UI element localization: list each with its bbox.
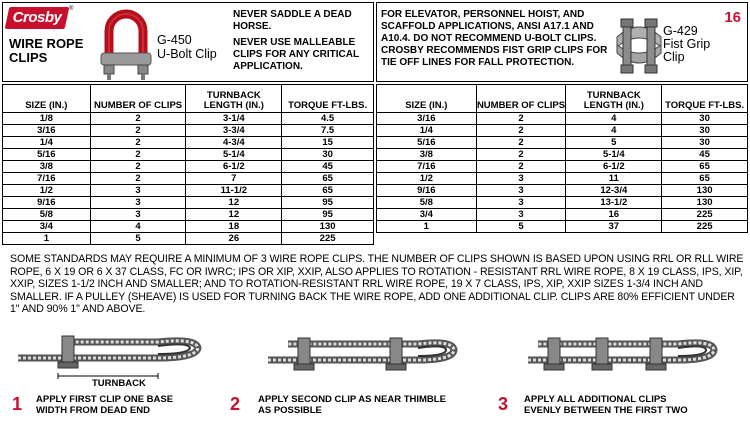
table-cell: 30 xyxy=(282,149,374,161)
table-row xyxy=(377,173,748,185)
brand-name: Crosby xyxy=(12,9,62,26)
table-cell: 225 xyxy=(662,221,748,233)
table-cell: 95 xyxy=(282,209,374,221)
table-row xyxy=(3,125,374,137)
step-1-diagram xyxy=(18,334,218,382)
table-cell: 7.5 xyxy=(282,125,374,137)
table-cell: 12-3/4 xyxy=(566,185,662,197)
table-row xyxy=(3,209,374,221)
column-header: NUMBER OF CLIPS xyxy=(476,85,566,113)
table-cell: 2 xyxy=(90,137,186,149)
table-cell: 2 xyxy=(476,137,566,149)
table-cell: 37 xyxy=(566,221,662,233)
table-cell: 3 xyxy=(476,209,566,221)
table-row xyxy=(377,209,748,221)
table-cell: 5/8 xyxy=(377,197,477,209)
table-cell: 3/4 xyxy=(377,209,477,221)
table-cell: 4 xyxy=(566,125,662,137)
table-row xyxy=(377,197,748,209)
step-3-diagram xyxy=(528,334,728,382)
fist-grip-product-label: G-429 Fist Grip Clip xyxy=(663,24,711,64)
header-right-panel xyxy=(376,2,748,82)
table-cell: 3-3/4 xyxy=(186,125,282,137)
table-cell: 1/2 xyxy=(377,173,477,185)
table-cell: 7 xyxy=(186,173,282,185)
table-cell: 30 xyxy=(662,113,748,125)
table-cell: 225 xyxy=(282,233,374,245)
table-cell: 30 xyxy=(662,125,748,137)
table-row xyxy=(3,197,374,209)
table-cell: 45 xyxy=(662,149,748,161)
step-3-number: 3 xyxy=(498,394,509,414)
table-cell: 7/16 xyxy=(377,161,477,173)
table-cell: 5 xyxy=(90,233,186,245)
table-cell: 9/16 xyxy=(3,197,91,209)
table-cell: 3/4 xyxy=(3,221,91,233)
table-cell: 4 xyxy=(566,113,662,125)
table-cell: 2 xyxy=(476,149,566,161)
table-cell: 12 xyxy=(186,209,282,221)
table-cell: 1/8 xyxy=(3,113,91,125)
table-cell: 1/4 xyxy=(377,125,477,137)
table-cell: 3/8 xyxy=(3,161,91,173)
table-cell: 65 xyxy=(662,173,748,185)
table-row xyxy=(3,149,374,161)
table-cell: 7/16 xyxy=(3,173,91,185)
table-cell: 3 xyxy=(476,185,566,197)
table-row xyxy=(377,137,748,149)
column-header: TURNBACK LENGTH (IN.) xyxy=(186,85,282,113)
table-cell: 11 xyxy=(566,173,662,185)
table-cell: 1 xyxy=(377,221,477,233)
ubolt-clip-table xyxy=(2,84,374,245)
table-cell: 4-3/4 xyxy=(186,137,282,149)
page-number: 16 xyxy=(724,9,741,26)
registered-mark: ® xyxy=(69,6,74,12)
table-row xyxy=(3,173,374,185)
column-header: SIZE (IN.) xyxy=(377,85,477,113)
step-1-text: APPLY FIRST CLIP ONE BASE WIDTH FROM DEAD END xyxy=(36,394,174,416)
table-cell: 18 xyxy=(186,221,282,233)
table-cell: 2 xyxy=(90,173,186,185)
table-cell: 2 xyxy=(90,125,186,137)
warnings xyxy=(233,9,373,77)
elevator-note: FOR ELEVATOR, PERSONNEL HOIST, AND SCAFFOLD APPLICATIONS, ANSI A17.1 AND A10.4. DO NOT RECOMMEND U-BOLT CLIPS. CROSBY RECOMMENDS FIST GRIP CLIPS FOR TIE OFF LINES FOR FALL PROTECTION. xyxy=(381,9,608,68)
table-cell: 5/8 xyxy=(3,209,91,221)
table-cell: 3/8 xyxy=(377,149,477,161)
table-row xyxy=(377,125,748,137)
table-cell: 5-1/4 xyxy=(186,149,282,161)
header-left-panel xyxy=(2,2,374,82)
table-cell: 6-1/2 xyxy=(186,161,282,173)
table-cell: 225 xyxy=(662,209,748,221)
table-cell: 12 xyxy=(186,197,282,209)
ubolt-product-label: G-450 U-Bolt Clip xyxy=(157,33,217,61)
table-cell: 30 xyxy=(662,137,748,149)
table-row xyxy=(3,137,374,149)
table-cell: 3 xyxy=(90,197,186,209)
table-cell: 5 xyxy=(476,221,566,233)
table-row xyxy=(3,221,374,233)
table-row xyxy=(377,149,748,161)
table-cell: 2 xyxy=(476,161,566,173)
table-row xyxy=(377,161,748,173)
crosby-logo xyxy=(5,7,70,29)
table-cell: 2 xyxy=(90,149,186,161)
turnback-label: TURNBACK xyxy=(92,378,146,389)
table-cell: 26 xyxy=(186,233,282,245)
table-cell: 2 xyxy=(476,113,566,125)
table-cell: 4 xyxy=(90,221,186,233)
column-header: TORQUE FT-LBS. xyxy=(282,85,374,113)
standards-note: SOME STANDARDS MAY REQUIRE A MINIMUM OF 3 WIRE ROPE CLIPS. THE NUMBER OF CLIPS SHOWN IS BASED UPON USING RRL OR RLL WIRE ROPE, 6 X 19 OR 6 X 37 CLASS, FC OR IWRC; IPS OR XIP, XXIP, ALSO APPLIES TO ROTATION - RESISTANT RRL WIRE ROPE, 8 X 19 CLASS, IPS, XIP, XXIP, SIZES 1-1/2 INCH AND SMALLER; AND TO ROTATION-RESISTANT RRL WIRE ROPE, 19 X 7 CLASS, IPS, XIP, XXIP SIZES 1-3/4 INCH AND SMALLER. IF A PULLEY (SHEAVE) IS USED FOR TURNING BACK THE WIRE ROPE, ADD ONE ADDITIONAL CLIP. CLIPS ARE 80% EFFICIENT UNDER 1" AND 90% 1" AND ABOVE. xyxy=(10,253,744,315)
table-cell: 13-1/2 xyxy=(566,197,662,209)
table-cell: 5-1/4 xyxy=(566,149,662,161)
warning-dead-horse: NEVER SADDLE A DEAD HORSE. xyxy=(233,9,352,32)
table-cell: 3 xyxy=(90,209,186,221)
step-1-number: 1 xyxy=(12,394,23,414)
ubolt-clip-icon xyxy=(97,9,155,81)
table-row xyxy=(3,185,374,197)
table-cell: 3/16 xyxy=(377,113,477,125)
table-cell: 65 xyxy=(662,161,748,173)
table-cell: 3 xyxy=(476,197,566,209)
table-cell: 16 xyxy=(566,209,662,221)
table-row xyxy=(3,113,374,125)
table-cell: 130 xyxy=(662,185,748,197)
table-row xyxy=(377,185,748,197)
table-cell: 11-1/2 xyxy=(186,185,282,197)
table-cell: 1/2 xyxy=(3,185,91,197)
column-header: SIZE (IN.) xyxy=(3,85,91,113)
table-cell: 130 xyxy=(662,197,748,209)
table-cell: 2 xyxy=(90,161,186,173)
table-cell: 1 xyxy=(3,233,91,245)
table-cell: 1/4 xyxy=(3,137,91,149)
table-cell: 3 xyxy=(476,173,566,185)
table-cell: 5/16 xyxy=(377,137,477,149)
column-header: TURNBACK LENGTH (IN.) xyxy=(566,85,662,113)
table-cell: 6-1/2 xyxy=(566,161,662,173)
table-cell: 2 xyxy=(90,113,186,125)
fist-grip-clip-table xyxy=(376,84,748,233)
table-cell: 5/16 xyxy=(3,149,91,161)
table-cell: 95 xyxy=(282,197,374,209)
table-cell: 3/16 xyxy=(3,125,91,137)
table-row xyxy=(377,113,748,125)
warning-malleable: NEVER USE MALLEABLE CLIPS FOR ANY CRITICAL APPLICATION. xyxy=(233,37,359,72)
column-header: TORQUE FT-LBS. xyxy=(662,85,748,113)
table-cell: 3-1/4 xyxy=(186,113,282,125)
table-cell: 65 xyxy=(282,185,374,197)
table-row xyxy=(3,233,374,245)
table-cell: 2 xyxy=(476,125,566,137)
table-cell: 5 xyxy=(566,137,662,149)
table-row xyxy=(3,161,374,173)
table-cell: 15 xyxy=(282,137,374,149)
table-cell: 9/16 xyxy=(377,185,477,197)
table-row xyxy=(377,221,748,233)
page-title: WIRE ROPE CLIPS xyxy=(9,36,84,65)
table-cell: 4.5 xyxy=(282,113,374,125)
step-3-text: APPLY ALL ADDITIONAL CLIPS EVENLY BETWEEN THE FIRST TWO xyxy=(524,394,688,416)
step-2-number: 2 xyxy=(230,394,241,414)
column-header: NUMBER OF CLIPS xyxy=(90,85,186,113)
table-cell: 65 xyxy=(282,173,374,185)
step-2-text: APPLY SECOND CLIP AS NEAR THIMBLE AS POSSIBLE xyxy=(258,394,446,416)
table-cell: 45 xyxy=(282,161,374,173)
table-cell: 3 xyxy=(90,185,186,197)
table-cell: 130 xyxy=(282,221,374,233)
fist-grip-clip-icon xyxy=(609,7,669,79)
step-2-diagram xyxy=(268,334,468,382)
